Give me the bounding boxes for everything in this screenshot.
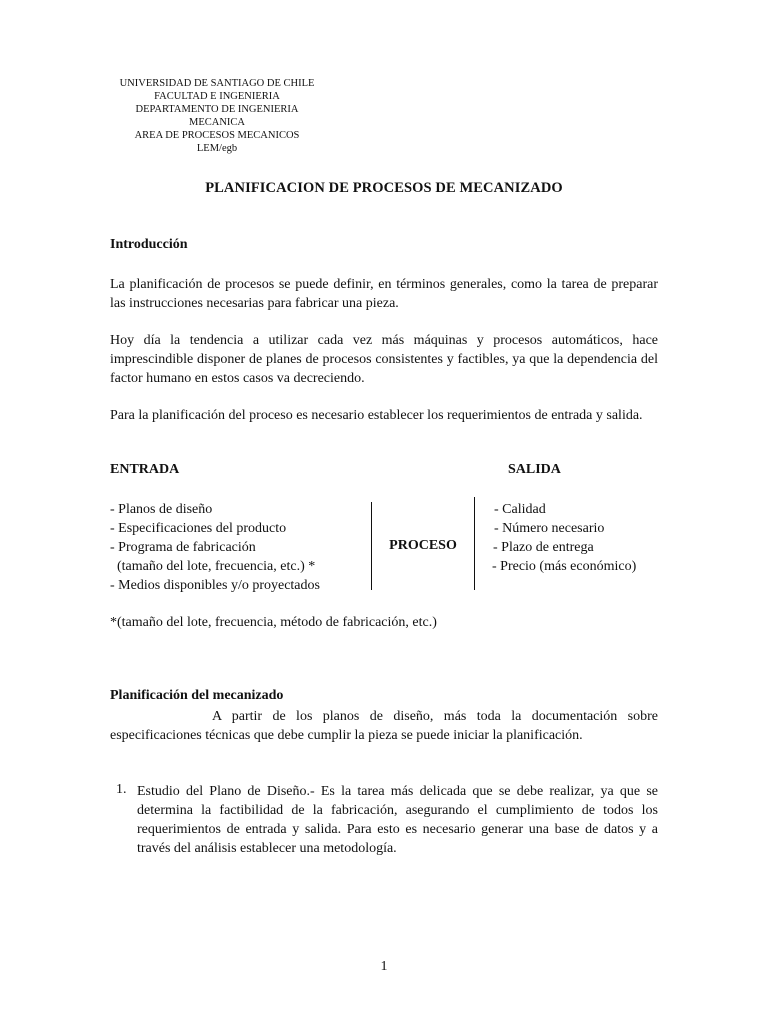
entrada-item: - Programa de fabricación [110,540,256,555]
entrada-item: - Planos de diseño [110,502,213,517]
entrada-item: - Especificaciones del producto [110,521,287,536]
university-name: UNIVERSIDAD DE SANTIAGO DE CHILE [119,78,315,89]
proceso-label: PROCESO [389,538,457,553]
intro-paragraph-1: La planificación de procesos se puede definir, en términos generales, como la tarea de preparar las instrucciones necesarias para fabricar una pieza. [110,277,658,311]
planning-paragraph: A partir de los planos de diseño, más toda la documentación sobre especificaciones técnicas que debe cumplir la pieza se puede iniciar la planificación. [110,709,658,743]
diagram-footnote: *(tamaño del lote, frecuencia, método de fabricación, etc.) [110,615,437,630]
area-name: AREA DE PROCESOS MECANICOS [134,130,300,141]
salida-item: - Calidad [494,502,546,517]
faculty-name: FACULTAD E INGENIERIA [154,91,280,102]
document-ref: LEM/egb [196,143,238,154]
entrada-item: - Medios disponibles y/o proyectados [110,578,320,593]
salida-item: - Precio (más económico) [492,559,637,574]
department-name: DEPARTAMENTO DE INGENIERIA MECANICA [135,104,299,128]
planning-heading: Planificación del mecanizado [110,688,284,703]
diagram-divider-right [474,497,475,590]
entrada-label: ENTRADA [110,462,180,477]
entrada-list [110,500,372,595]
salida-label: SALIDA [508,462,561,477]
intro-paragraph-2: Hoy día la tendencia a utilizar cada vez más máquinas y procesos automáticos, hace imprescindible disponer de planes de procesos consistentes y factibles, ya que la dependencia del factor humano en estos casos va decreciendo. [110,333,658,386]
salida-item: - Número necesario [494,521,605,536]
list-item: Estudio del Plano de Diseño.- Es la tarea más delicada que se debe realizar, ya que se determina la factibilidad de la fabricación, asegurando el cumplimiento de todos los requerimientos de entrada y salida. Para esto es necesario generar una base de datos y a través del análisis establecer una metodología. [137,784,658,856]
entrada-item: (tamaño del lote, frecuencia, etc.) * [110,559,316,574]
intro-paragraph-3: Para la planificación del proceso es necesario establecer los requerimientos de entrada y salida. [110,408,643,423]
institution-header [108,77,326,155]
salida-item: - Plazo de entrega [493,540,594,555]
salida-list [492,500,692,576]
page-number: 1 [380,959,388,974]
list-item-number: 1. [116,782,127,797]
intro-heading: Introducción [110,237,188,252]
document-title: PLANIFICACION DE PROCESOS DE MECANIZADO [205,180,563,196]
